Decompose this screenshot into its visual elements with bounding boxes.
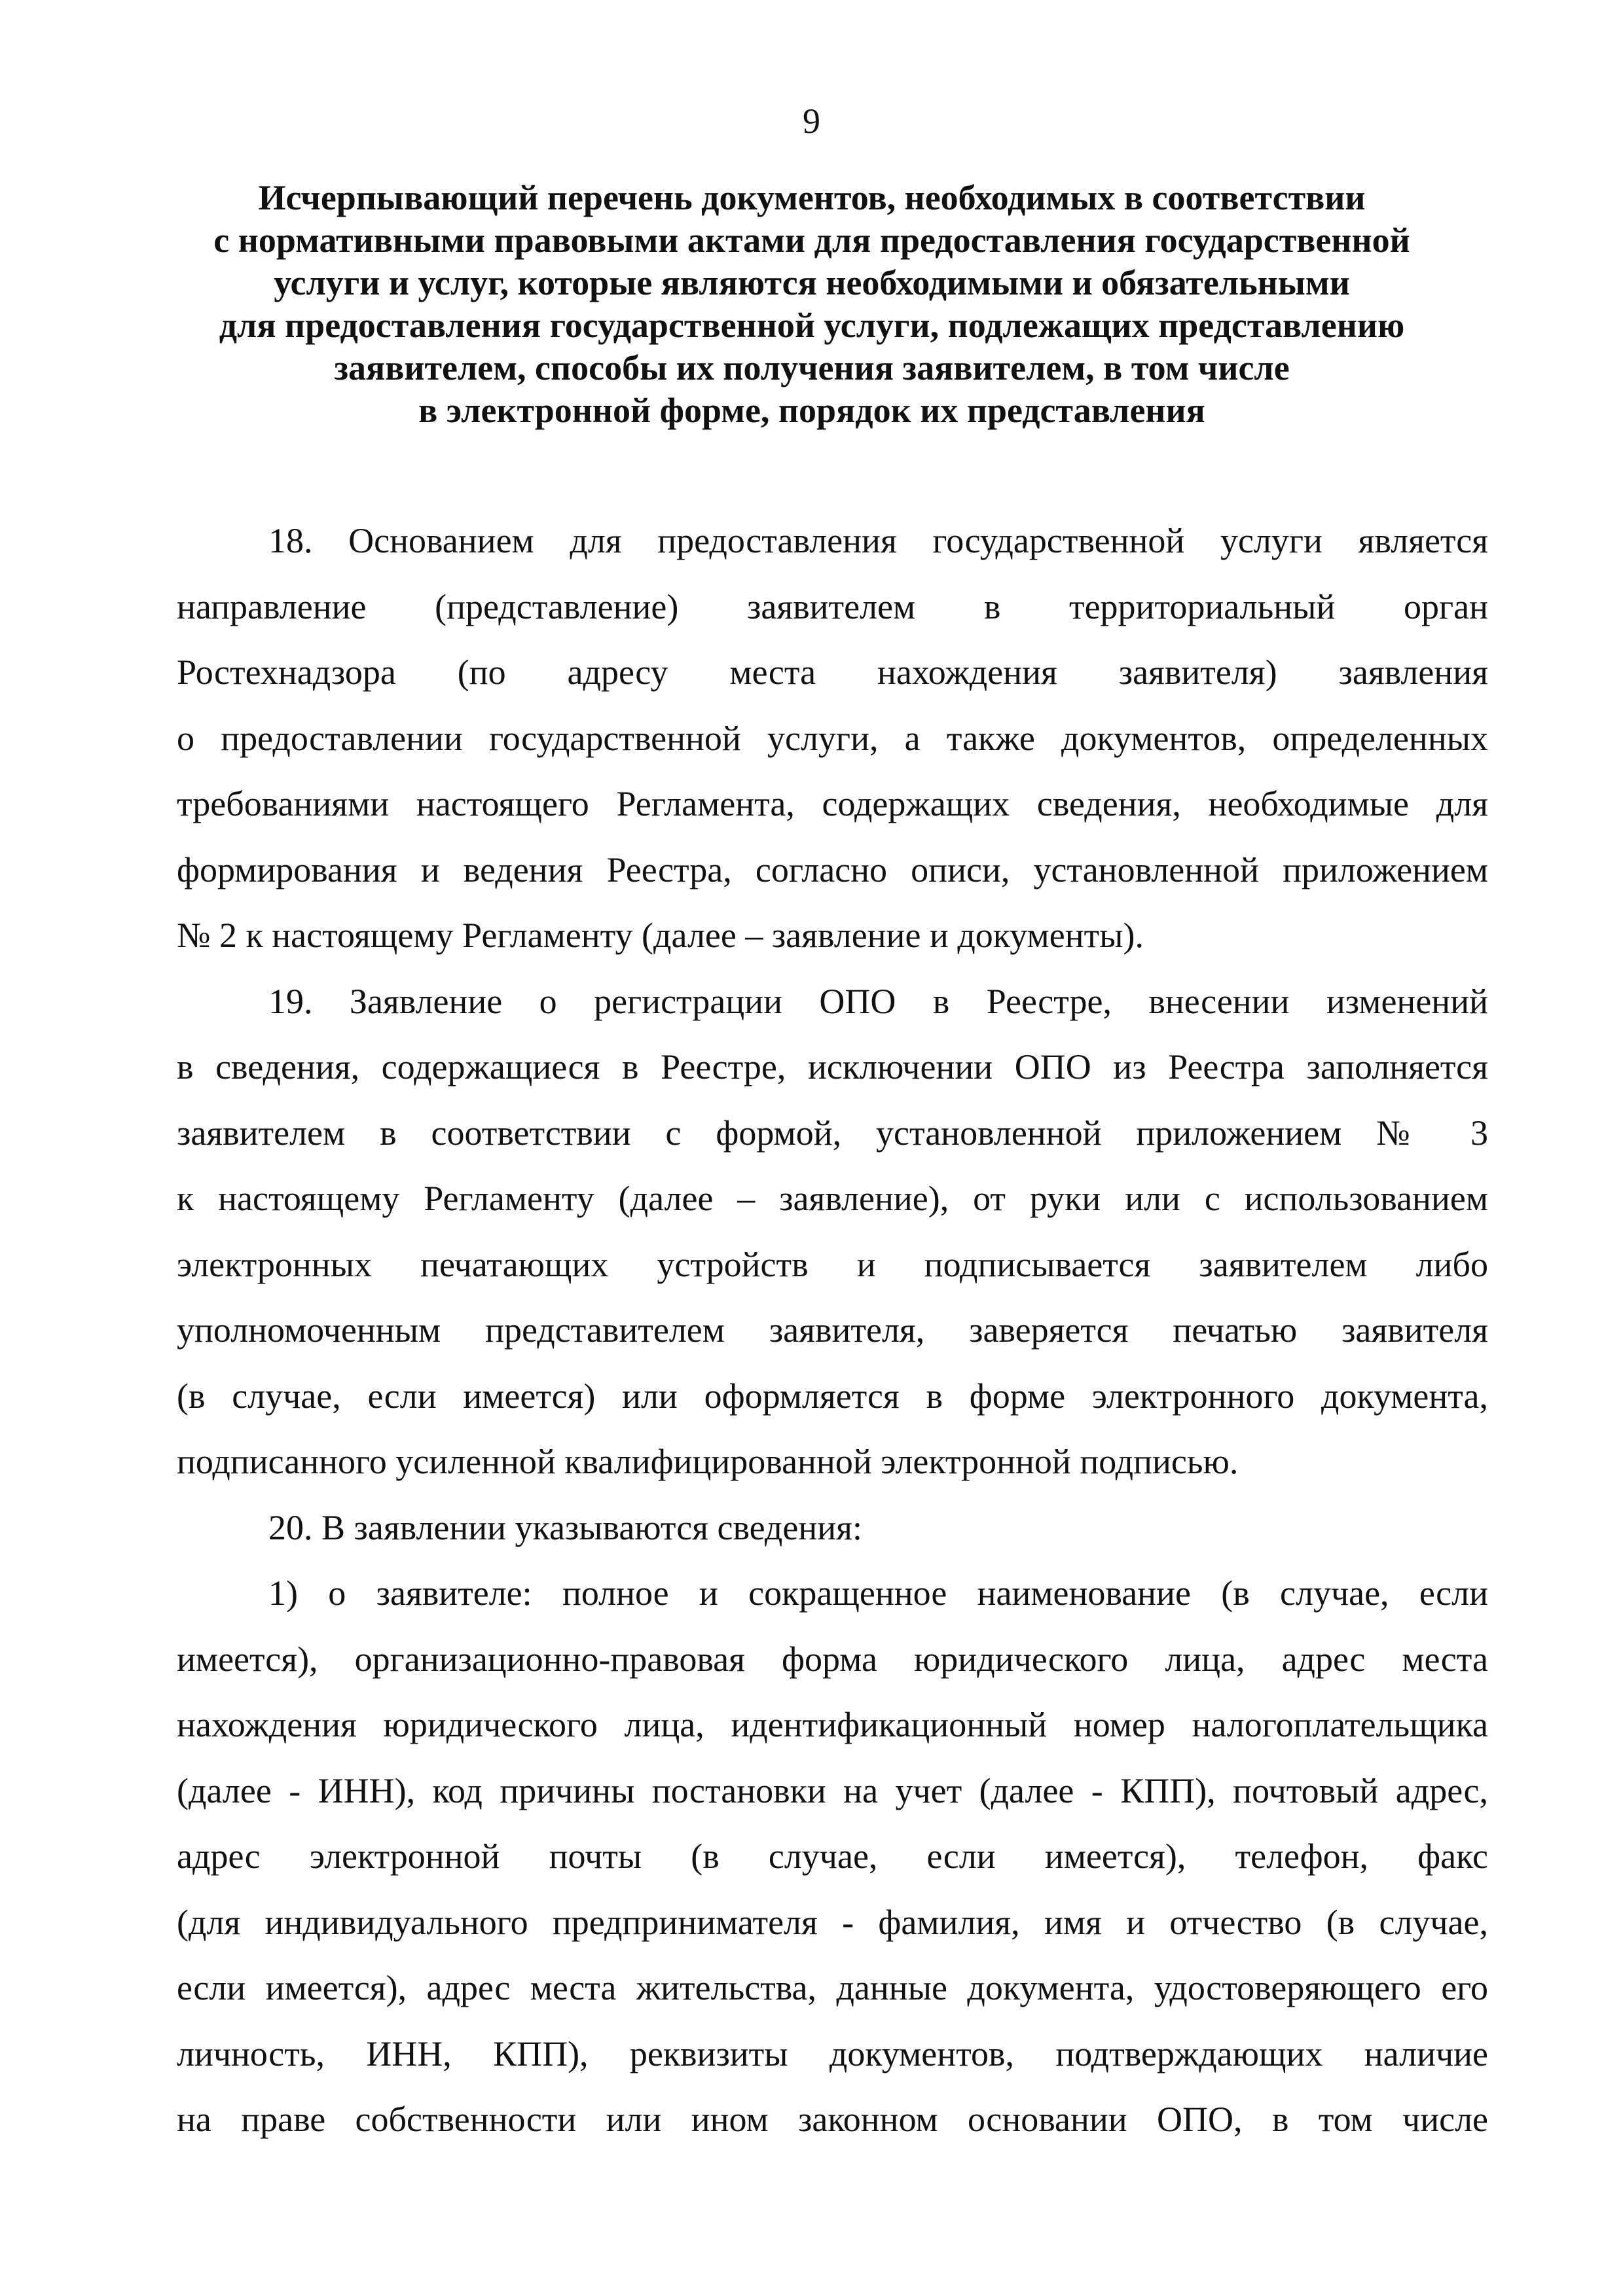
page-number: 9 bbox=[803, 101, 820, 141]
text-line: если имеется), адрес места жительства, данные документа, удостоверяющего его bbox=[177, 1968, 1488, 2007]
text-line: 19. Заявление о регистрации ОПО в Реестре, внесении изменений bbox=[268, 981, 1488, 1021]
text-line: подписанного усиленной квалифицированной электронной подписью. bbox=[177, 1442, 1239, 1481]
title-line: с нормативными правовыми актами для предоставления государственной bbox=[213, 221, 1410, 260]
text-line: в сведения, содержащиеся в Реестре, исключении ОПО из Реестра заполняется bbox=[177, 1047, 1488, 1086]
title-line: услуги и услуг, которые являются необходимыми и обязательными bbox=[274, 263, 1350, 302]
title-line: Исчерпывающий перечень документов, необходимых в соответствии bbox=[258, 178, 1366, 217]
text-line: адрес электронной почты (в случае, если имеется), телефон, факс bbox=[177, 1837, 1488, 1876]
paragraph-20 bbox=[177, 1495, 1488, 1561]
paragraph-20-item-1 bbox=[177, 1560, 1488, 2153]
text-line: Ростехнадзора (по адресу места нахождения заявителя) заявления bbox=[177, 653, 1488, 692]
text-line: № 2 к настоящему Регламенту (далее – заявление и документы). bbox=[177, 916, 1144, 955]
paragraph-19 bbox=[177, 969, 1488, 1495]
section-title bbox=[170, 177, 1453, 432]
text-line: нахождения юридического лица, идентификационный номер налогоплательщика bbox=[177, 1705, 1488, 1744]
title-line: в электронной форме, порядок их представления bbox=[418, 391, 1205, 430]
text-line: требованиями настоящего Регламента, содержащих сведения, необходимые для bbox=[177, 784, 1488, 823]
text-line: 20. В заявлении указываются сведения: bbox=[268, 1507, 862, 1547]
text-line: к настоящему Регламенту (далее – заявление), от руки или с использованием bbox=[177, 1179, 1488, 1218]
text-line: 1) о заявителе: полное и сокращенное наименование (в случае, если bbox=[268, 1573, 1488, 1613]
text-line: личность, ИНН, КПП), реквизиты документов, подтверждающих наличие bbox=[177, 2034, 1488, 2073]
body-text bbox=[177, 508, 1488, 2153]
text-line: заявителем в соответствии с формой, установленной приложением № 3 bbox=[177, 1113, 1488, 1153]
text-line: направление (представление) заявителем в территориальный орган bbox=[177, 586, 1488, 626]
text-line: 18. Основанием для предоставления государственной услуги является bbox=[268, 521, 1488, 560]
text-line: имеется), организационно-правовая форма юридического лица, адрес места bbox=[177, 1639, 1488, 1679]
title-line: заявителем, способы их получения заявителем, в том числе bbox=[334, 348, 1290, 387]
text-line: о предоставлении государственной услуги, а также документов, определенных bbox=[177, 718, 1488, 758]
text-line: электронных печатающих устройств и подписывается заявителем либо bbox=[177, 1244, 1488, 1284]
text-line: (для индивидуального предпринимателя - фамилия, имя и отчество (в случае, bbox=[177, 1902, 1488, 1942]
text-line: (далее - ИНН), код причины постановки на учет (далее - КПП), почтовый адрес, bbox=[177, 1770, 1488, 1810]
paragraph-18 bbox=[177, 508, 1488, 969]
text-line: формирования и ведения Реестра, согласно описи, установленной приложением bbox=[177, 850, 1488, 889]
text-line: на праве собственности или ином законном основании ОПО, в том числе bbox=[177, 2100, 1488, 2139]
title-line: для предоставления государственной услуги, подлежащих представлению bbox=[219, 306, 1405, 345]
text-line: уполномоченным представителем заявителя, заверяется печатью заявителя bbox=[177, 1310, 1488, 1350]
text-line: (в случае, если имеется) или оформляется в форме электронного документа, bbox=[177, 1376, 1488, 1416]
